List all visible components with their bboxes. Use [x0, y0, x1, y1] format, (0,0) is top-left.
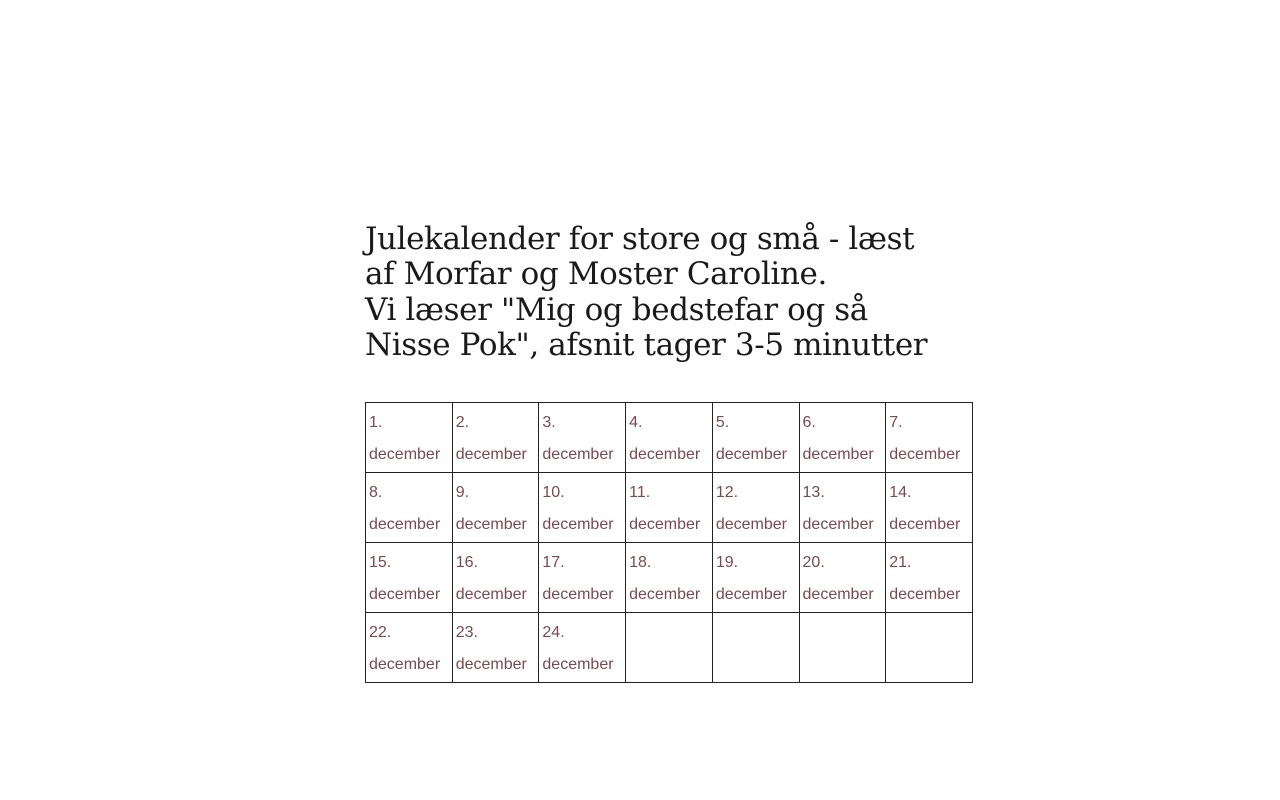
calendar-cell — [799, 542, 886, 612]
day-month: december — [455, 655, 527, 673]
calendar-cell — [366, 612, 453, 682]
day-number: 17. — [542, 553, 565, 571]
day-link[interactable] — [456, 403, 536, 471]
day-link[interactable] — [456, 543, 536, 611]
day-month: december — [802, 445, 874, 463]
title-line: af Morfar og Moster Caroline. — [365, 256, 827, 293]
calendar-cell — [626, 402, 713, 472]
calendar-cell — [366, 542, 453, 612]
day-link[interactable] — [456, 613, 536, 681]
calendar-cell — [452, 402, 539, 472]
day-number: 24. — [542, 623, 565, 641]
calendar-cell — [712, 402, 799, 472]
day-month: december — [542, 445, 614, 463]
day-number: 9. — [455, 483, 470, 501]
calendar-cell — [452, 542, 539, 612]
calendar-cell — [712, 472, 799, 542]
calendar-row — [366, 542, 973, 612]
day-number: 12. — [715, 483, 739, 501]
calendar-cell — [886, 402, 973, 472]
calendar-cell — [539, 472, 626, 542]
day-link[interactable] — [369, 403, 449, 471]
day-number: 23. — [455, 623, 478, 641]
calendar-cell — [712, 542, 799, 612]
day-link[interactable] — [803, 543, 883, 611]
calendar-cell — [799, 402, 886, 472]
day-number: 8. — [369, 483, 383, 501]
day-month: december — [802, 515, 874, 533]
day-link[interactable] — [716, 543, 796, 611]
calendar-cell — [886, 472, 973, 542]
calendar-cell — [886, 542, 973, 612]
calendar-cell — [452, 612, 539, 682]
day-number: 7. — [889, 413, 903, 431]
day-number: 13. — [802, 483, 825, 501]
day-number: 1. — [369, 413, 383, 431]
day-link[interactable] — [629, 403, 709, 471]
day-month: december — [455, 445, 527, 463]
day-number: 3. — [542, 413, 556, 431]
day-month: december — [542, 655, 614, 673]
day-month: december — [455, 515, 527, 533]
calendar-cell-empty — [799, 612, 886, 682]
day-number: 16. — [455, 553, 478, 571]
day-number: 2. — [455, 413, 470, 431]
day-link[interactable] — [369, 543, 449, 611]
day-link[interactable] — [889, 473, 969, 541]
title-line: Julekalender for store og små - læst — [365, 221, 915, 257]
day-number: 6. — [802, 413, 816, 431]
day-month: december — [715, 585, 787, 603]
day-link[interactable] — [456, 473, 536, 541]
day-month: december — [715, 515, 787, 533]
day-month: december — [369, 445, 441, 463]
day-link[interactable] — [629, 473, 709, 541]
day-number: 11. — [629, 483, 651, 501]
day-month: december — [542, 515, 614, 533]
page-title — [365, 222, 973, 364]
day-month: december — [629, 445, 701, 463]
calendar-cell — [539, 402, 626, 472]
day-month: december — [802, 585, 874, 603]
day-link[interactable] — [803, 473, 883, 541]
calendar-cell — [452, 472, 539, 542]
calendar-row — [366, 612, 973, 682]
day-month: december — [889, 445, 961, 463]
day-link[interactable] — [542, 403, 622, 471]
day-link[interactable] — [716, 473, 796, 541]
day-month: december — [629, 515, 701, 533]
day-number: 5. — [715, 413, 730, 431]
day-month: december — [369, 515, 441, 533]
advent-calendar-table — [365, 402, 973, 683]
calendar-cell-empty — [712, 612, 799, 682]
day-link[interactable] — [716, 403, 796, 471]
day-number: 19. — [715, 553, 739, 571]
day-month: december — [715, 445, 787, 463]
calendar-cell — [799, 472, 886, 542]
page-content — [365, 222, 973, 683]
day-link[interactable] — [542, 473, 622, 541]
day-number: 20. — [802, 553, 825, 571]
day-number: 22. — [369, 623, 392, 641]
day-month: december — [542, 585, 614, 603]
day-link[interactable] — [542, 613, 622, 681]
day-month: december — [889, 585, 961, 603]
day-link[interactable] — [369, 473, 449, 541]
calendar-cell-empty — [886, 612, 973, 682]
calendar-cell — [626, 472, 713, 542]
day-number: 18. — [629, 553, 652, 571]
day-month: december — [369, 655, 441, 673]
calendar-cell — [366, 472, 453, 542]
title-line: Vi læser "Mig og bedstefar og så — [365, 291, 868, 328]
day-link[interactable] — [803, 403, 883, 471]
day-month: december — [629, 585, 701, 603]
day-link[interactable] — [542, 543, 622, 611]
day-number: 21. — [889, 553, 912, 571]
title-line: Nisse Pok", afsnit tager 3-5 minutter — [365, 327, 928, 364]
day-link[interactable] — [889, 543, 969, 611]
day-number: 14. — [889, 483, 912, 501]
calendar-cell — [366, 402, 453, 472]
calendar-cell — [539, 612, 626, 682]
day-month: december — [889, 515, 961, 533]
day-link[interactable] — [629, 543, 709, 611]
day-link[interactable] — [369, 613, 449, 681]
day-number: 10. — [542, 483, 565, 501]
day-month: december — [455, 585, 527, 603]
calendar-cell — [626, 542, 713, 612]
calendar-row — [366, 472, 973, 542]
day-number: 4. — [629, 413, 643, 431]
day-link[interactable] — [889, 403, 969, 471]
day-number: 15. — [369, 553, 392, 571]
day-month: december — [369, 585, 441, 603]
calendar-cell — [539, 542, 626, 612]
calendar-row — [366, 402, 973, 472]
calendar-cell-empty — [626, 612, 713, 682]
